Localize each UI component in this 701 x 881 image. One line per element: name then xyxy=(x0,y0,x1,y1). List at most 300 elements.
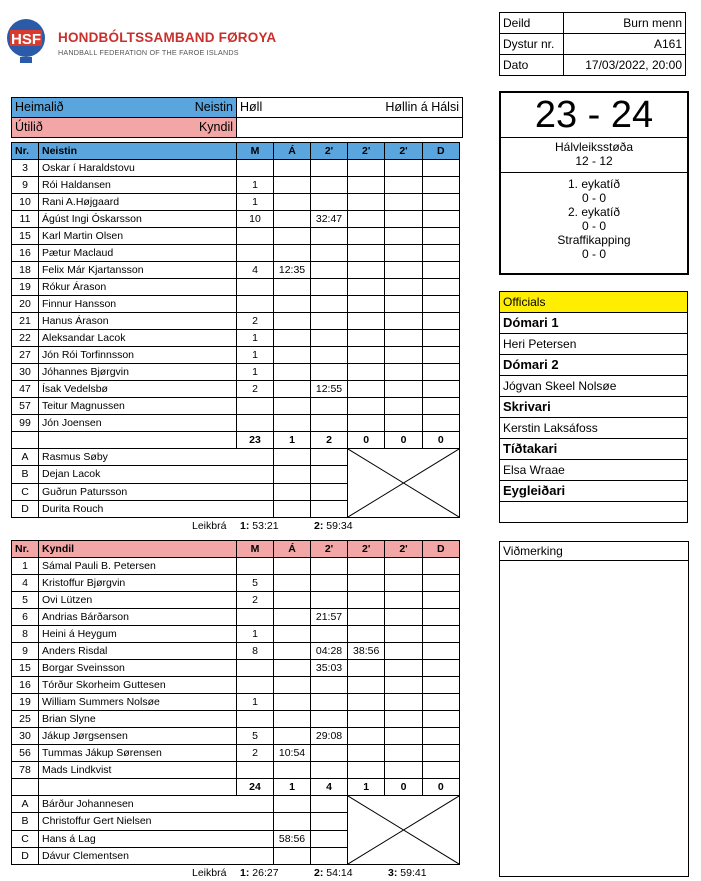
official-person: Kerstin Laksáfoss xyxy=(500,418,688,439)
official-code: B xyxy=(12,813,39,830)
official-warning xyxy=(274,449,311,466)
home-team-cell xyxy=(12,98,237,118)
player-disq xyxy=(422,728,459,745)
score-box xyxy=(499,91,689,275)
player-goals: 2 xyxy=(237,313,274,330)
official-role: Tíðtakari xyxy=(500,439,688,460)
player-2min-2 xyxy=(348,660,385,677)
player-disq xyxy=(422,609,459,626)
away-label: Útilið xyxy=(15,120,43,134)
official-role-row xyxy=(500,355,688,376)
team-official-row xyxy=(12,449,460,466)
official-code: C xyxy=(12,830,39,847)
player-2min-1 xyxy=(311,194,348,211)
player-2min-3 xyxy=(385,228,422,245)
player-goals: 10 xyxy=(237,211,274,228)
col-2min-2-header: 2' xyxy=(348,143,385,160)
official-role: Eygleiðari xyxy=(500,481,688,502)
brand-block xyxy=(58,30,276,57)
player-row xyxy=(12,398,460,415)
player-row xyxy=(12,643,460,660)
player-name: Aleksandar Lacok xyxy=(39,330,237,347)
player-row xyxy=(12,245,460,262)
player-goals xyxy=(237,677,274,694)
player-goals: 1 xyxy=(237,694,274,711)
player-number: 78 xyxy=(12,762,39,779)
player-disq xyxy=(422,279,459,296)
player-2min-1 xyxy=(311,745,348,762)
player-name: Jákup Jørgsensen xyxy=(39,728,237,745)
player-row xyxy=(12,194,460,211)
player-2min-1 xyxy=(311,279,348,296)
player-2min-1: 04:28 xyxy=(311,643,348,660)
player-warning xyxy=(274,398,311,415)
player-number: 15 xyxy=(12,660,39,677)
timeout-entry xyxy=(388,865,427,881)
timeouts-line xyxy=(11,865,460,881)
player-2min-1: 29:08 xyxy=(311,728,348,745)
timeouts-label: Leikbrá xyxy=(192,867,227,879)
total-2min-2: 1 xyxy=(348,779,385,796)
player-disq xyxy=(422,347,459,364)
official-2min xyxy=(311,830,348,847)
player-2min-2 xyxy=(348,677,385,694)
match-info-value: A161 xyxy=(564,34,686,55)
player-2min-3 xyxy=(385,211,422,228)
official-role-row xyxy=(500,313,688,334)
player-goals xyxy=(237,160,274,177)
extra-time-label: 2. eykatíð xyxy=(567,205,621,219)
player-goals xyxy=(237,245,274,262)
half-time-score: 12 - 12 xyxy=(575,154,613,168)
player-row xyxy=(12,330,460,347)
player-2min-2 xyxy=(348,228,385,245)
player-number: 30 xyxy=(12,364,39,381)
player-warning: 10:54 xyxy=(274,745,311,762)
player-name: Oskar í Haraldstovu xyxy=(39,160,237,177)
player-2min-1 xyxy=(311,398,348,415)
crossed-cells xyxy=(348,449,460,518)
player-name: Borgar Sveinsson xyxy=(39,660,237,677)
player-2min-2: 38:56 xyxy=(348,643,385,660)
player-number: 18 xyxy=(12,262,39,279)
official-role: Skrivari xyxy=(500,397,688,418)
player-2min-3 xyxy=(385,313,422,330)
home-label: Heimalið xyxy=(15,100,64,114)
player-warning xyxy=(274,160,311,177)
player-row xyxy=(12,609,460,626)
player-2min-3 xyxy=(385,279,422,296)
timeout-entry xyxy=(314,518,353,534)
player-goals xyxy=(237,660,274,677)
player-number: 3 xyxy=(12,160,39,177)
player-warning xyxy=(274,279,311,296)
player-name: Jóhannes Bjørgvin xyxy=(39,364,237,381)
player-2min-3 xyxy=(385,558,422,575)
player-name: Andrias Bárðarson xyxy=(39,609,237,626)
org-subtitle: HANDBALL FEDERATION OF THE FAROE ISLANDS xyxy=(58,48,239,57)
player-disq xyxy=(422,745,459,762)
player-disq xyxy=(422,558,459,575)
match-info-label: Dato xyxy=(500,55,564,76)
col-2min-1-header: 2' xyxy=(311,541,348,558)
player-2min-2 xyxy=(348,558,385,575)
player-number: 10 xyxy=(12,194,39,211)
player-row xyxy=(12,558,460,575)
extra-time-score: 0 - 0 xyxy=(581,247,606,261)
player-warning xyxy=(274,575,311,592)
timeout-number: 1: xyxy=(240,520,250,532)
player-2min-2 xyxy=(348,762,385,779)
official-code: A xyxy=(12,449,39,466)
player-2min-1: 12:55 xyxy=(311,381,348,398)
player-goals xyxy=(237,762,274,779)
player-2min-2 xyxy=(348,194,385,211)
official-code: D xyxy=(12,847,39,864)
official-warning xyxy=(274,847,311,864)
total-disq: 0 xyxy=(422,779,459,796)
player-2min-3 xyxy=(385,626,422,643)
official-2min xyxy=(311,449,348,466)
venue-cell xyxy=(237,98,463,118)
official-name: Bárður Johannesen xyxy=(39,796,274,813)
col-goals-header: M xyxy=(237,541,274,558)
extra-time-block xyxy=(501,173,687,261)
player-number: 9 xyxy=(12,177,39,194)
col-goals-header: M xyxy=(237,143,274,160)
player-disq xyxy=(422,228,459,245)
away-roster-table xyxy=(11,540,460,865)
org-name: HONDBÓLTSSAMBAND FØROYA xyxy=(58,30,277,45)
official-2min xyxy=(311,813,348,830)
player-name: William Summers Nolsøe xyxy=(39,694,237,711)
player-name: Mads Lindkvist xyxy=(39,762,237,779)
home-team-name: Neistin xyxy=(194,100,233,114)
player-2min-1 xyxy=(311,313,348,330)
player-goals xyxy=(237,609,274,626)
player-2min-3 xyxy=(385,262,422,279)
team-official-row xyxy=(12,796,460,813)
player-disq xyxy=(422,245,459,262)
timeout-number: 3: xyxy=(388,867,398,879)
player-disq xyxy=(422,381,459,398)
player-disq xyxy=(422,177,459,194)
player-2min-3 xyxy=(385,592,422,609)
extra-time-label: 1. eykatíð xyxy=(567,177,621,191)
player-warning xyxy=(274,211,311,228)
player-disq xyxy=(422,262,459,279)
player-warning xyxy=(274,677,311,694)
player-row xyxy=(12,575,460,592)
player-2min-3 xyxy=(385,677,422,694)
svg-text:HSF: HSF xyxy=(11,31,41,48)
official-name: Durita Rouch xyxy=(39,500,274,517)
official-2min xyxy=(311,847,348,864)
totals-empty xyxy=(39,779,237,796)
player-name: Ovi Lützen xyxy=(39,592,237,609)
home-roster xyxy=(11,142,460,534)
player-disq xyxy=(422,160,459,177)
player-2min-1 xyxy=(311,694,348,711)
player-2min-3 xyxy=(385,398,422,415)
player-2min-2 xyxy=(348,313,385,330)
player-name: Rókur Árason xyxy=(39,279,237,296)
player-2min-2 xyxy=(348,575,385,592)
player-row xyxy=(12,762,460,779)
player-row xyxy=(12,211,460,228)
player-disq xyxy=(422,364,459,381)
player-warning xyxy=(274,364,311,381)
player-2min-3 xyxy=(385,575,422,592)
player-disq xyxy=(422,694,459,711)
player-2min-3 xyxy=(385,711,422,728)
official-warning xyxy=(274,813,311,830)
player-name: Ágúst Ingi Óskarsson xyxy=(39,211,237,228)
player-number: 9 xyxy=(12,643,39,660)
player-2min-1 xyxy=(311,762,348,779)
totals-empty xyxy=(12,779,39,796)
official-name-row xyxy=(500,460,688,481)
total-goals: 24 xyxy=(237,779,274,796)
player-row xyxy=(12,626,460,643)
player-2min-1 xyxy=(311,558,348,575)
player-2min-2 xyxy=(348,398,385,415)
player-disq xyxy=(422,762,459,779)
player-2min-2 xyxy=(348,347,385,364)
player-2min-3 xyxy=(385,364,422,381)
player-warning xyxy=(274,313,311,330)
player-goals xyxy=(237,558,274,575)
player-2min-1 xyxy=(311,160,348,177)
total-2min-3: 0 xyxy=(385,432,422,449)
player-name: Karl Martin Olsen xyxy=(39,228,237,245)
player-goals: 1 xyxy=(237,347,274,364)
player-2min-1 xyxy=(311,711,348,728)
player-warning xyxy=(274,381,311,398)
official-role-row xyxy=(500,481,688,502)
player-warning xyxy=(274,626,311,643)
timeout-entry xyxy=(240,865,279,881)
official-person xyxy=(500,502,688,523)
player-goals xyxy=(237,711,274,728)
half-time-block xyxy=(501,138,687,173)
extra-time-score: 0 - 0 xyxy=(581,219,606,233)
total-2min-1: 2 xyxy=(311,432,348,449)
official-name: Guðrun Patursson xyxy=(39,483,274,500)
match-info-value: 17/03/2022, 20:00 xyxy=(564,55,686,76)
official-warning xyxy=(274,796,311,813)
total-2min-3: 0 xyxy=(385,779,422,796)
roster-header-row xyxy=(12,541,460,558)
player-number: 30 xyxy=(12,728,39,745)
player-disq xyxy=(422,643,459,660)
player-2min-1 xyxy=(311,245,348,262)
player-goals xyxy=(237,415,274,432)
player-2min-2 xyxy=(348,211,385,228)
player-2min-3 xyxy=(385,609,422,626)
player-warning xyxy=(274,728,311,745)
player-row xyxy=(12,279,460,296)
timeout-entry xyxy=(314,865,353,881)
timeout-time: 26:27 xyxy=(252,867,279,879)
official-code: C xyxy=(12,483,39,500)
player-warning xyxy=(274,177,311,194)
player-goals: 4 xyxy=(237,262,274,279)
player-warning xyxy=(274,194,311,211)
empty-cell xyxy=(237,118,463,138)
match-info-label: Dystur nr. xyxy=(500,34,564,55)
player-number: 99 xyxy=(12,415,39,432)
player-name: Rani A.Højgaard xyxy=(39,194,237,211)
player-2min-1 xyxy=(311,296,348,313)
player-2min-3 xyxy=(385,745,422,762)
col-disq-header: D xyxy=(422,541,459,558)
official-warning: 58:56 xyxy=(274,830,311,847)
timeout-number: 2: xyxy=(314,520,324,532)
match-info-value: Burn menn xyxy=(564,13,686,34)
col-warning-header: Á xyxy=(274,143,311,160)
player-goals xyxy=(237,279,274,296)
player-number: 16 xyxy=(12,677,39,694)
player-2min-1 xyxy=(311,592,348,609)
player-warning xyxy=(274,694,311,711)
col-disq-header: D xyxy=(422,143,459,160)
player-row xyxy=(12,313,460,330)
extra-time-label: Straffikapping xyxy=(557,233,631,247)
roster-header-row xyxy=(12,143,460,160)
official-2min xyxy=(311,796,348,813)
player-2min-3 xyxy=(385,160,422,177)
official-role: Dómari 1 xyxy=(500,313,688,334)
player-warning xyxy=(274,643,311,660)
match-info-table xyxy=(499,12,686,76)
player-disq xyxy=(422,677,459,694)
match-info-row xyxy=(500,55,686,76)
player-2min-2 xyxy=(348,592,385,609)
timeouts-label: Leikbrá xyxy=(192,520,227,532)
cross-out-icon xyxy=(348,796,459,864)
player-warning xyxy=(274,609,311,626)
player-disq xyxy=(422,626,459,643)
player-name: Jón Rói Torfinnsson xyxy=(39,347,237,364)
totals-row xyxy=(12,779,460,796)
away-team-name: Kyndil xyxy=(198,120,233,134)
player-2min-1 xyxy=(311,415,348,432)
player-row xyxy=(12,381,460,398)
official-2min xyxy=(311,500,348,517)
timeout-time: 54:14 xyxy=(326,867,353,879)
half-time-label: Hálvleiksstøða xyxy=(554,140,634,154)
player-number: 8 xyxy=(12,626,39,643)
official-warning xyxy=(274,483,311,500)
player-disq xyxy=(422,711,459,728)
player-number: 56 xyxy=(12,745,39,762)
player-goals: 8 xyxy=(237,643,274,660)
player-2min-1: 35:03 xyxy=(311,660,348,677)
extra-time-score: 0 - 0 xyxy=(581,191,606,205)
player-row xyxy=(12,262,460,279)
official-role-row xyxy=(500,397,688,418)
player-name: Heini á Heygum xyxy=(39,626,237,643)
player-2min-1 xyxy=(311,364,348,381)
home-roster-table xyxy=(11,142,460,518)
player-2min-1 xyxy=(311,347,348,364)
player-2min-1 xyxy=(311,677,348,694)
player-name: Felix Már Kjartansson xyxy=(39,262,237,279)
player-name: Finnur Hansson xyxy=(39,296,237,313)
officials-title: Officials xyxy=(500,292,688,313)
player-disq xyxy=(422,575,459,592)
player-disq xyxy=(422,398,459,415)
totals-empty xyxy=(12,432,39,449)
player-warning xyxy=(274,415,311,432)
officials-header-row xyxy=(500,292,688,313)
away-roster xyxy=(11,540,460,881)
timeout-time: 53:21 xyxy=(252,520,279,532)
official-name: Dávur Clementsen xyxy=(39,847,274,864)
player-warning xyxy=(274,660,311,677)
player-number: 19 xyxy=(12,694,39,711)
player-2min-2 xyxy=(348,626,385,643)
player-disq xyxy=(422,296,459,313)
col-2min-3-header: 2' xyxy=(385,143,422,160)
player-name: Pætur Maclaud xyxy=(39,245,237,262)
match-info-row xyxy=(500,13,686,34)
player-2min-2 xyxy=(348,415,385,432)
official-warning xyxy=(274,466,311,483)
player-disq xyxy=(422,660,459,677)
player-2min-3 xyxy=(385,660,422,677)
player-2min-2 xyxy=(348,381,385,398)
player-2min-3 xyxy=(385,177,422,194)
player-2min-2 xyxy=(348,330,385,347)
official-name: Dejan Lacok xyxy=(39,466,274,483)
col-warning-header: Á xyxy=(274,541,311,558)
player-2min-2 xyxy=(348,745,385,762)
match-info-label: Deild xyxy=(500,13,564,34)
player-number: 6 xyxy=(12,609,39,626)
player-name: Tummas Jákup Sørensen xyxy=(39,745,237,762)
player-2min-3 xyxy=(385,194,422,211)
player-goals: 1 xyxy=(237,330,274,347)
timeout-number: 1: xyxy=(240,867,250,879)
player-goals: 2 xyxy=(237,592,274,609)
player-row xyxy=(12,660,460,677)
official-name-row xyxy=(500,334,688,355)
player-2min-3 xyxy=(385,347,422,364)
player-name: Kristoffur Bjørgvin xyxy=(39,575,237,592)
player-number: 5 xyxy=(12,592,39,609)
player-name: Anders Risdal xyxy=(39,643,237,660)
player-2min-2 xyxy=(348,160,385,177)
player-2min-1 xyxy=(311,330,348,347)
player-warning xyxy=(274,762,311,779)
player-disq xyxy=(422,415,459,432)
player-2min-3 xyxy=(385,762,422,779)
player-2min-1 xyxy=(311,626,348,643)
official-2min xyxy=(311,466,348,483)
player-2min-2 xyxy=(348,245,385,262)
player-name: Brian Slyne xyxy=(39,711,237,728)
player-name: Jón Joensen xyxy=(39,415,237,432)
player-warning xyxy=(274,347,311,364)
player-goals: 5 xyxy=(237,575,274,592)
player-number: 22 xyxy=(12,330,39,347)
col-2min-1-header: 2' xyxy=(311,143,348,160)
officials-panel xyxy=(499,291,688,523)
player-warning xyxy=(274,228,311,245)
player-2min-1 xyxy=(311,177,348,194)
